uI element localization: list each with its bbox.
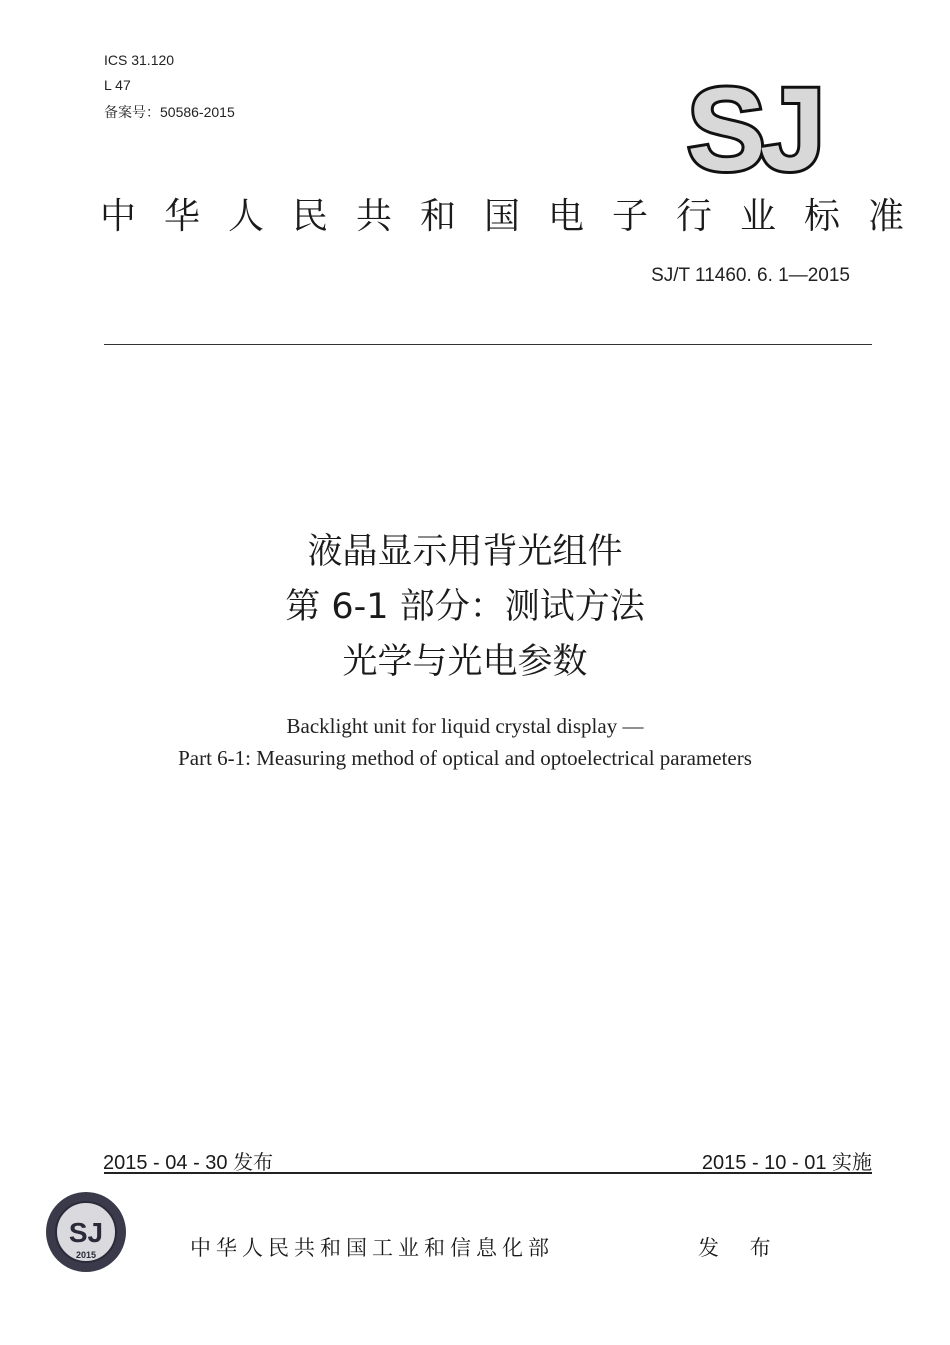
classification-code: L 47 — [104, 77, 131, 93]
svg-text:SJ: SJ — [68, 1217, 104, 1248]
english-title-line-1: Backlight unit for liquid crystal display — — [286, 714, 644, 738]
english-title-line-2: Part 6-1: Measuring method of optical and optoelectrical parameters — [178, 746, 752, 770]
top-divider — [104, 344, 872, 345]
publisher-name: 中华人民共和国工业和信息化部 — [190, 1236, 554, 1260]
ics-code: ICS 31.120 — [104, 52, 175, 68]
bottom-divider — [104, 1172, 872, 1174]
chinese-title-line-1: 液晶显示用背光组件 — [307, 532, 623, 572]
standard-number: SJ/T 11460. 6. 1—2015 — [651, 265, 850, 286]
seal-stamp — [44, 1190, 128, 1274]
implementation-date: 2015 - 10 - 01 实施 — [701, 1152, 872, 1174]
svg-text:2015: 2015 — [75, 1250, 97, 1260]
standard-class-title: 中华人民共和国电子行业标准 — [100, 196, 933, 237]
chinese-title-line-2: 第 6-1 部分：测试方法 — [285, 587, 645, 627]
issue-date: 2015 - 04 - 30 发布 — [103, 1152, 274, 1174]
sj-logo — [683, 78, 833, 178]
registration-number: 备案号：50586-2015 — [104, 104, 235, 120]
chinese-title-line-3: 光学与光电参数 — [342, 642, 588, 682]
sj-logo-text: SJ — [687, 78, 820, 178]
publish-label: 发 布 — [698, 1236, 783, 1260]
